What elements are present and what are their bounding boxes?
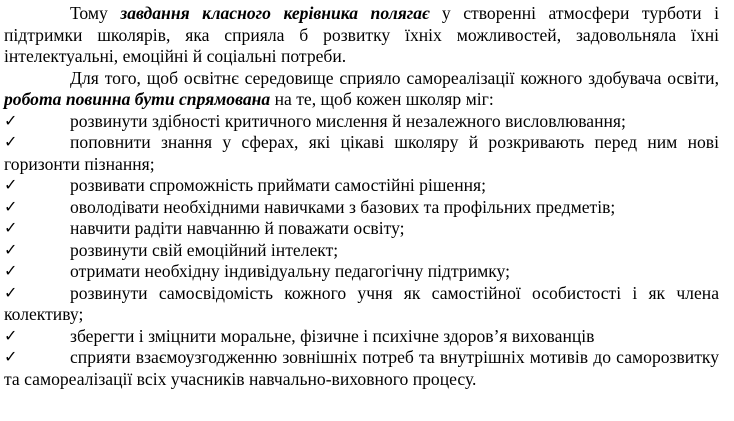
list-item-text: поповнити знання у сферах, які цікаві школяру й розкривають перед ним нові горизонти пізнання; (4, 132, 719, 174)
goal-text-end: на те, щоб кожен школяр міг: (270, 89, 494, 109)
intro-paragraph (4, 3, 719, 68)
list-item-text: розвинути свій емоційний інтелект; (70, 239, 339, 260)
goal-emphasis: робота повинна бути спрямована (4, 89, 271, 109)
list-item-text: розвивати спроможність приймати самостійні рішення; (70, 175, 487, 195)
list-item (4, 283, 719, 326)
check-mark-icon: ✓ (4, 239, 18, 259)
list-item-text: навчити радіти навчанню й поважати освіту; (70, 218, 405, 238)
intro-emphasis: завдання класного керівника полягає (120, 3, 430, 23)
document-body (4, 3, 719, 390)
list-item-text: розвинути здібності критичного мислення й незалежного висловлювання; (70, 110, 626, 131)
check-mark-icon: ✓ (4, 132, 18, 151)
list-item (4, 218, 719, 240)
goal-text-start: Для того, щоб освітнє середовище сприяло самореалізації кожного здобувача освіти, (70, 67, 719, 88)
list-item-text: отримати необхідну індивідуальну педагогічну підтримку; (70, 261, 511, 281)
intro-text-end: у створенні атмосфери турботи і підтримки школярів, яка сприяла б розвитку їхніх можливостей, задовольняла їхні інтелектуальні, емоційні й соціальні потреби. (4, 3, 720, 66)
check-mark-icon: ✓ (4, 196, 18, 216)
check-mark-icon: ✓ (4, 347, 18, 366)
list-item (4, 261, 719, 283)
list-item (4, 240, 719, 262)
list-item (4, 197, 719, 219)
list-item-text: сприяти взаємоузгодженню зовнішніх потреб та внутрішніх мотивів до саморозвитку та самореалізації всіх учасників навчально-виховного процесу. (4, 347, 719, 389)
list-item (4, 111, 719, 133)
list-item (4, 326, 719, 348)
goal-paragraph (4, 68, 719, 111)
check-mark-icon: ✓ (4, 175, 18, 194)
check-mark-icon: ✓ (4, 218, 18, 237)
check-mark-icon: ✓ (4, 110, 18, 130)
list-item-text: зберегти і зміцнити моральне, фізичне і психічне здоров’я вихованців (70, 325, 595, 346)
list-item (4, 347, 719, 390)
list-item (4, 175, 719, 197)
list-item-text: розвинути самосвідомість кожного учня як самостійної особистості і як члена колективу; (4, 282, 719, 324)
goals-list (4, 111, 719, 391)
check-mark-icon: ✓ (4, 282, 18, 302)
check-mark-icon: ✓ (4, 261, 18, 280)
list-item-text: оволодівати необхідними навичками з базових та профільних предметів; (70, 196, 616, 217)
intro-text-start: Тому (70, 3, 121, 23)
list-item (4, 132, 719, 175)
check-mark-icon: ✓ (4, 325, 18, 345)
